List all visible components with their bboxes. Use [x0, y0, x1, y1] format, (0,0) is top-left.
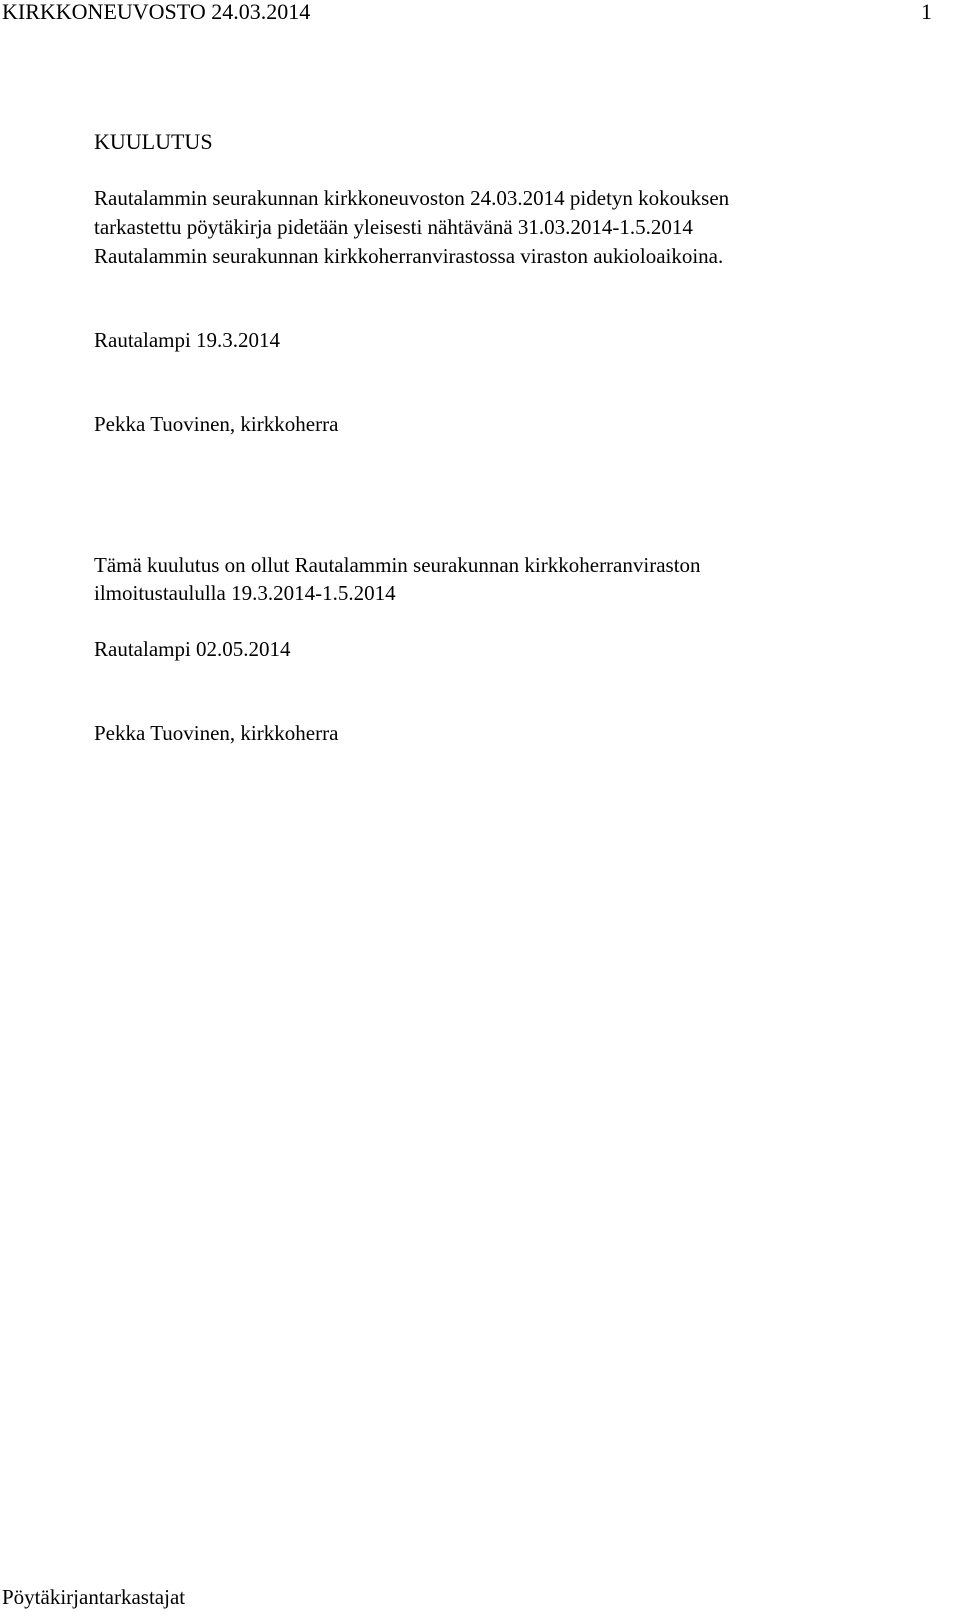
signature-1: Pekka Tuovinen, kirkkoherra — [94, 412, 339, 436]
page-number: 1 — [921, 0, 932, 24]
notice-line-1: Rautalammin seurakunnan kirkkoneuvoston 24.03.2014 pidetyn kokouksen — [94, 186, 730, 210]
place-date-2: Rautalampi 02.05.2014 — [94, 637, 291, 661]
certificate-line-1: Tämä kuulutus on ollut Rautalammin seurakunnan kirkkoherranviraston — [94, 553, 701, 577]
header-title: KIRKKONEUVOSTO 24.03.2014 — [2, 0, 311, 24]
notice-line-3: Rautalammin seurakunnan kirkkoherranvirastossa viraston aukioloaikoina. — [94, 244, 724, 268]
signature-2: Pekka Tuovinen, kirkkoherra — [94, 721, 339, 745]
certificate-line-2: ilmoitustaululla 19.3.2014-1.5.2014 — [94, 581, 396, 605]
footer-label: Pöytäkirjantarkastajat — [2, 1585, 186, 1609]
page-heading: KUULUTUS — [94, 129, 213, 154]
place-date-1: Rautalampi 19.3.2014 — [94, 328, 281, 352]
notice-line-2: tarkastettu pöytäkirja pidetään yleisesti nähtävänä 31.03.2014-1.5.2014 — [94, 215, 693, 239]
